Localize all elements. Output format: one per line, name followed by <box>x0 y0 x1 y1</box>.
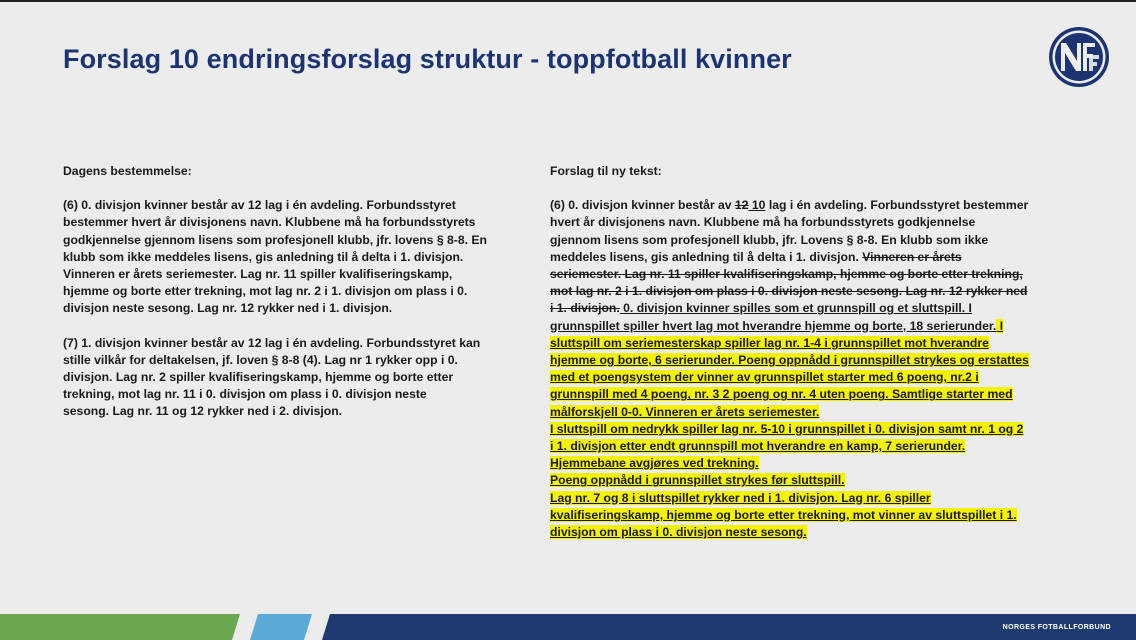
deleted-text: mot lag nr. 2 i 1. divisjon om plass i 0. divisjon neste sesong. Lag nr. 12 rykker ned <box>550 284 1028 299</box>
proposed-text <box>550 163 1095 558</box>
text-run: (6) 0. divisjon kvinner består av <box>550 198 735 213</box>
text-line: klubb som ikke meddeles lisens, gis anledning til å delta i 1. divisjon. <box>63 249 464 264</box>
highlighted-text: Poeng oppnådd i grunnspillet strykes før sluttspill. <box>550 473 845 488</box>
text-line: (6) 0. divisjon kvinner består av 12 lag i én avdeling. Forbundsstyret <box>63 198 456 213</box>
text-line <box>550 300 1095 317</box>
highlighted-line <box>550 352 1095 369</box>
highlighted-text: hjemme og borte, 6 serierunder. Poeng oppnådd i grunnspillet strykes og erstattes <box>550 353 1029 368</box>
proposed-heading: Forslag til ny tekst: <box>550 164 662 178</box>
highlighted-line <box>550 386 1095 403</box>
top-border <box>0 0 1136 2</box>
text-line: hjemme og borte etter trekning, mot lag nr. 2 i 1. divisjon om plass i 0. <box>63 284 468 299</box>
text-line: gjennom lisens som profesjonell klubb, jfr. Lovens § 8-8. En klubb som ikke <box>550 232 989 247</box>
highlighted-text: kvalifiseringskamp, hjemme og borte etter trekning, mot vinner av sluttspillet i 1. <box>550 507 1017 522</box>
current-para-6 <box>63 197 543 317</box>
highlighted-line <box>550 438 1095 455</box>
highlighted-line <box>550 490 1095 507</box>
highlighted-text: divisjon om plass i 0. divisjon neste sesong. <box>550 525 807 540</box>
current-heading: Dagens bestemmelse: <box>63 164 192 178</box>
text-line: trekning, mot lag nr. 11 i 0. divisjon om plass i 0. divisjon neste <box>63 387 427 402</box>
highlighted-text: med et poengsystem der vinner av grunnspillet starter med 6 poeng, nr.2 i <box>550 370 979 385</box>
text-line: hvert år divisjonens navn. Klubbene må ha forbundsstyrets godkjennelse <box>550 215 976 230</box>
text-run: meddeles lisens, gis anledning til å delta i 1. divisjon. <box>550 249 863 264</box>
slide-title: Forslag 10 endringsforslag struktur - toppfotball kvinner <box>63 44 792 74</box>
inserted-text: 10 <box>748 198 766 213</box>
highlighted-text: målforskjell 0-0. Vinneren er årets seriemester. <box>550 404 820 419</box>
inserted-text: 0. divisjon kvinner spilles som et grunnspill og et sluttspill. I <box>619 301 972 316</box>
highlighted-line <box>550 369 1095 386</box>
highlighted-line <box>550 524 1095 541</box>
highlighted-line <box>550 472 1095 489</box>
highlighted-text: I <box>996 318 1004 333</box>
deleted-text: 12 <box>734 198 749 213</box>
proposed-para-6 <box>550 197 1095 541</box>
text-line: (7) 1. divisjon kvinner består av 12 lag i én avdeling. Forbundsstyret kan <box>63 335 481 350</box>
highlighted-text: sluttspill om seriemesterskap spiller lag nr. 1-4 i grunnspillet mot hverandre <box>550 335 989 350</box>
nff-logo <box>1047 25 1111 89</box>
highlighted-line <box>550 507 1095 524</box>
footer-bar <box>0 614 1136 640</box>
highlighted-text: grunnspill med 4 poeng, nr. 3 2 poeng og nr. 4 uten poeng. Samtlige starter med <box>550 387 1013 402</box>
highlighted-text: Lag nr. 7 og 8 i sluttspillet rykker ned i 1. divisjon. Lag nr. 6 spiller <box>550 490 931 505</box>
text-line: bestemmer hvert år divisjonens navn. Klubbene må ha forbundsstyrets <box>63 215 476 230</box>
text-line <box>550 249 1095 266</box>
text-line: godkjennelse gjennom lisens som profesjonell klubb, jfr. lovens § 8-8. En <box>63 232 487 247</box>
text-line: Vinneren er årets seriemester. Lag nr. 11 spiller kvalifiseringskamp, <box>63 267 453 282</box>
inserted-text: grunnspillet spiller hvert lag mot hverandre hjemme og borte, 18 serierunder. <box>550 318 997 333</box>
highlighted-line <box>550 404 1095 421</box>
footer-org-name: NORGES FOTBALLFORBUND <box>1002 624 1111 631</box>
deleted-text: seriemester. Lag nr. 11 spiller kvalifiseringskamp, hjemme og borte etter trekning, <box>550 267 1023 282</box>
highlighted-line <box>550 455 1095 472</box>
text-line: stille vilkår for deltakelsen, jf. loven § 8-8 (4). Lag nr 1 rykker opp i 0. <box>63 352 458 367</box>
highlighted-text: Hjemmebane avgjøres ved trekning. <box>550 456 759 471</box>
text-run: lag i én avdeling. Forbundsstyret bestemmer <box>765 198 1029 213</box>
text-line: divisjon neste sesong. Lag nr. 12 rykker ned i 1. divisjon. <box>63 301 393 316</box>
highlighted-text: i 1. divisjon etter endt grunnspill mot hverandre en kamp, 7 serierunder. <box>550 439 966 454</box>
text-line <box>550 197 1095 214</box>
current-provision <box>63 163 543 438</box>
text-line: sesong. Lag nr. 11 og 12 rykker ned i 2. divisjon. <box>63 404 343 419</box>
text-line <box>550 318 1095 335</box>
highlighted-text: I sluttspill om nedrykk spiller lag nr. 5-10 i grunnspillet i 0. divisjon samt nr. 1 og 2 <box>550 421 1024 436</box>
text-line: divisjon. Lag nr. 2 spiller kvalifiseringskamp, hjemme og borte etter <box>63 370 454 385</box>
highlighted-line <box>550 421 1095 438</box>
highlighted-line <box>550 335 1095 352</box>
current-para-7 <box>63 335 543 421</box>
deleted-text: i 1. divisjon. <box>550 301 620 316</box>
deleted-text: Vinneren er årets <box>862 249 962 264</box>
